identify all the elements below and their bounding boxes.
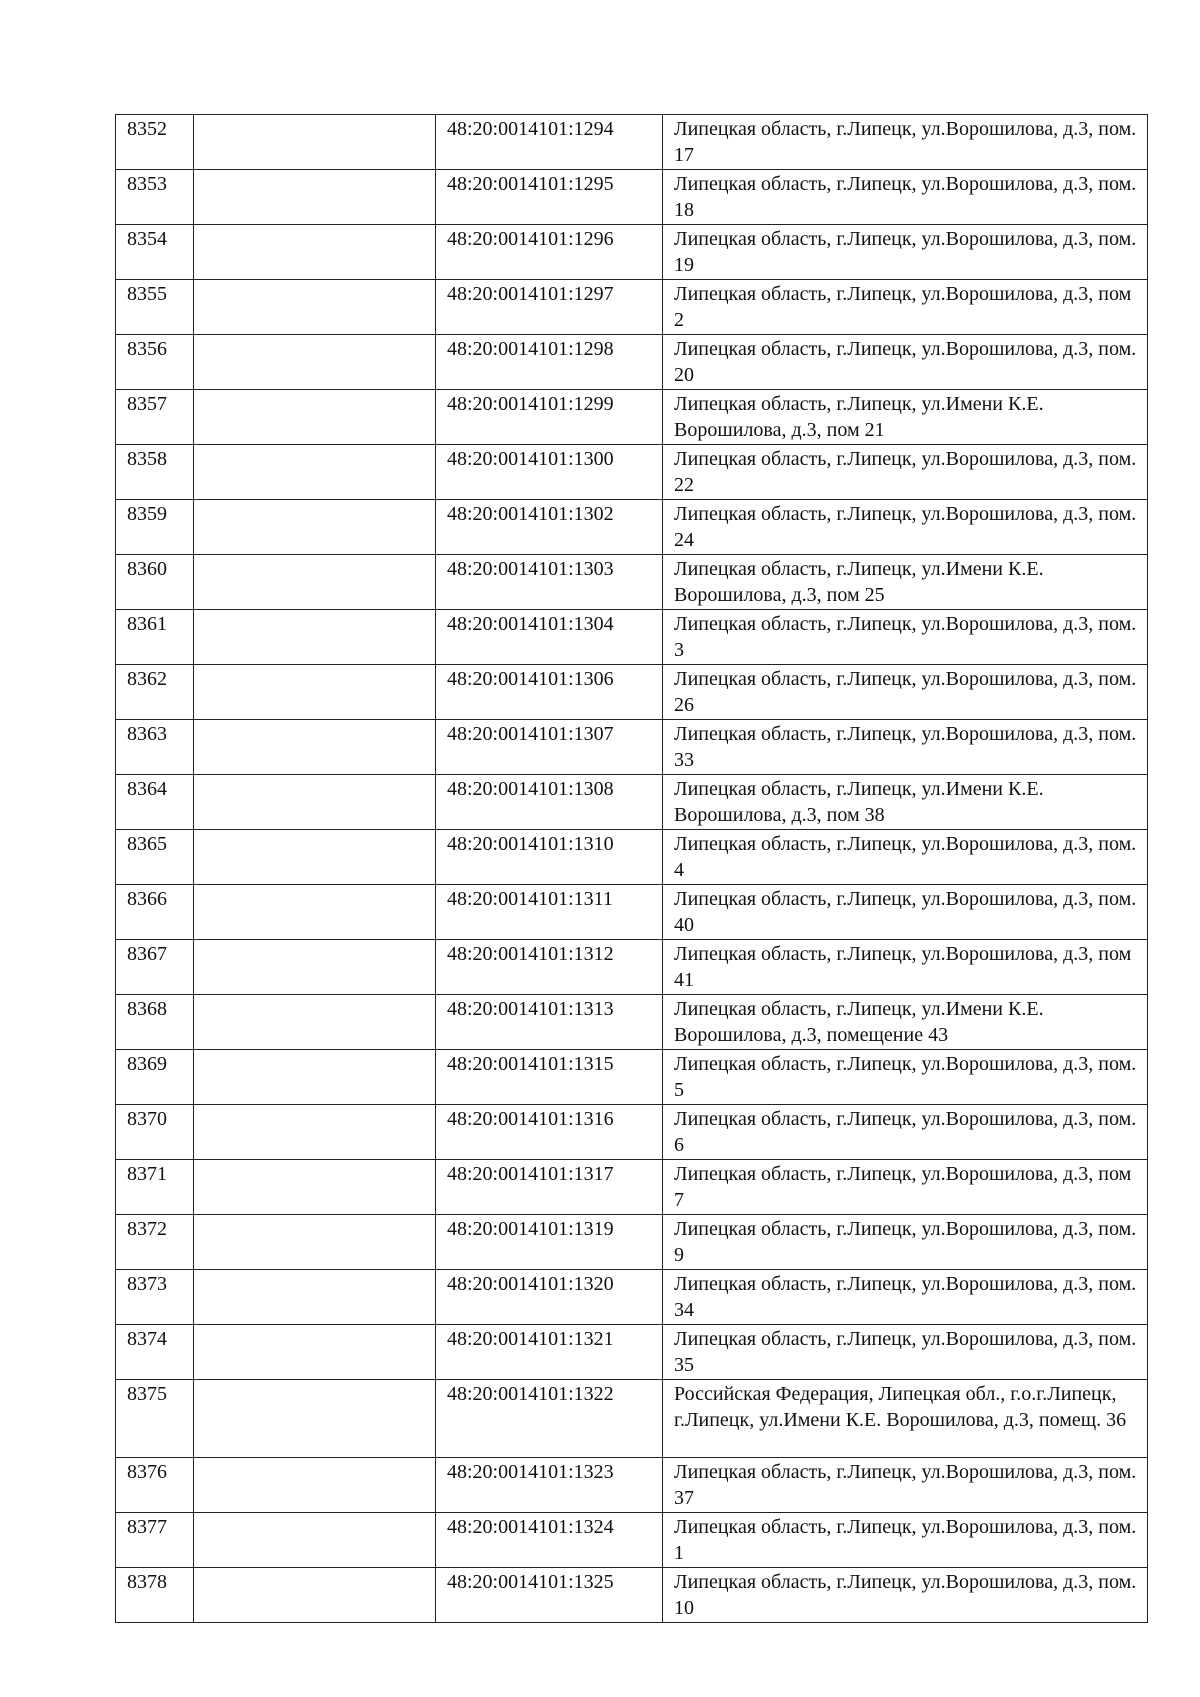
table-row xyxy=(116,1513,1148,1568)
cadastral-number-cell: 48:20:0014101:1319 xyxy=(436,1215,663,1270)
object-name-cell xyxy=(194,1105,436,1160)
table-row xyxy=(116,1050,1148,1105)
object-name-cell xyxy=(194,555,436,610)
row-number-cell: 8371 xyxy=(116,1160,194,1215)
cadastral-number-cell: 48:20:0014101:1303 xyxy=(436,555,663,610)
table-row xyxy=(116,1105,1148,1160)
row-number-cell: 8355 xyxy=(116,280,194,335)
property-table xyxy=(115,114,1148,1623)
table-row xyxy=(116,940,1148,995)
table-row xyxy=(116,1325,1148,1380)
row-number-cell: 8375 xyxy=(116,1380,194,1458)
address-cell: Липецкая область, г.Липецк, ул.Ворошилова, д.3, пом. 1 xyxy=(663,1513,1148,1568)
table-row xyxy=(116,555,1148,610)
object-name-cell xyxy=(194,885,436,940)
row-number-cell: 8352 xyxy=(116,115,194,170)
cadastral-number-cell: 48:20:0014101:1321 xyxy=(436,1325,663,1380)
table-row xyxy=(116,1160,1148,1215)
object-name-cell xyxy=(194,500,436,555)
cadastral-number-cell: 48:20:0014101:1311 xyxy=(436,885,663,940)
address-cell: Липецкая область, г.Липецк, ул.Имени К.Е. Ворошилова, д.3, пом 38 xyxy=(663,775,1148,830)
object-name-cell xyxy=(194,720,436,775)
address-cell: Липецкая область, г.Липецк, ул.Ворошилова, д.3, пом. 22 xyxy=(663,445,1148,500)
cadastral-number-cell: 48:20:0014101:1297 xyxy=(436,280,663,335)
cadastral-number-cell: 48:20:0014101:1313 xyxy=(436,995,663,1050)
cadastral-number-cell: 48:20:0014101:1302 xyxy=(436,500,663,555)
table-row xyxy=(116,500,1148,555)
object-name-cell xyxy=(194,390,436,445)
address-cell: Липецкая область, г.Липецк, ул.Ворошилова, д.3, пом. 3 xyxy=(663,610,1148,665)
table-row xyxy=(116,610,1148,665)
table-row xyxy=(116,665,1148,720)
table-row xyxy=(116,1568,1148,1623)
row-number-cell: 8377 xyxy=(116,1513,194,1568)
table-row xyxy=(116,1270,1148,1325)
object-name-cell xyxy=(194,335,436,390)
table-row xyxy=(116,280,1148,335)
table-row xyxy=(116,225,1148,280)
table-row xyxy=(116,885,1148,940)
cadastral-number-cell: 48:20:0014101:1304 xyxy=(436,610,663,665)
object-name-cell xyxy=(194,995,436,1050)
address-cell: Липецкая область, г.Липецк, ул.Ворошилова, д.3, пом. 9 xyxy=(663,1215,1148,1270)
object-name-cell xyxy=(194,225,436,280)
object-name-cell xyxy=(194,170,436,225)
row-number-cell: 8362 xyxy=(116,665,194,720)
address-cell: Липецкая область, г.Липецк, ул.Ворошилова, д.3, пом. 18 xyxy=(663,170,1148,225)
cadastral-number-cell: 48:20:0014101:1320 xyxy=(436,1270,663,1325)
table-body xyxy=(116,115,1148,1623)
row-number-cell: 8370 xyxy=(116,1105,194,1160)
object-name-cell xyxy=(194,1458,436,1513)
cadastral-number-cell: 48:20:0014101:1306 xyxy=(436,665,663,720)
cadastral-number-cell: 48:20:0014101:1298 xyxy=(436,335,663,390)
object-name-cell xyxy=(194,775,436,830)
address-cell: Липецкая область, г.Липецк, ул.Ворошилова, д.3, пом. 35 xyxy=(663,1325,1148,1380)
row-number-cell: 8359 xyxy=(116,500,194,555)
row-number-cell: 8363 xyxy=(116,720,194,775)
row-number-cell: 8368 xyxy=(116,995,194,1050)
address-cell: Липецкая область, г.Липецк, ул.Ворошилова, д.3, пом. 4 xyxy=(663,830,1148,885)
object-name-cell xyxy=(194,1380,436,1458)
table-row xyxy=(116,390,1148,445)
row-number-cell: 8366 xyxy=(116,885,194,940)
object-name-cell xyxy=(194,1568,436,1623)
object-name-cell xyxy=(194,610,436,665)
row-number-cell: 8356 xyxy=(116,335,194,390)
cadastral-number-cell: 48:20:0014101:1315 xyxy=(436,1050,663,1105)
cadastral-number-cell: 48:20:0014101:1317 xyxy=(436,1160,663,1215)
object-name-cell xyxy=(194,280,436,335)
object-name-cell xyxy=(194,665,436,720)
object-name-cell xyxy=(194,940,436,995)
cadastral-number-cell: 48:20:0014101:1322 xyxy=(436,1380,663,1458)
object-name-cell xyxy=(194,1513,436,1568)
cadastral-number-cell: 48:20:0014101:1296 xyxy=(436,225,663,280)
row-number-cell: 8374 xyxy=(116,1325,194,1380)
row-number-cell: 8365 xyxy=(116,830,194,885)
cadastral-number-cell: 48:20:0014101:1294 xyxy=(436,115,663,170)
address-cell: Липецкая область, г.Липецк, ул.Ворошилова, д.3, пом. 24 xyxy=(663,500,1148,555)
table-row xyxy=(116,115,1148,170)
table-row xyxy=(116,1380,1148,1458)
cadastral-number-cell: 48:20:0014101:1324 xyxy=(436,1513,663,1568)
cadastral-number-cell: 48:20:0014101:1307 xyxy=(436,720,663,775)
row-number-cell: 8378 xyxy=(116,1568,194,1623)
address-cell: Липецкая область, г.Липецк, ул.Ворошилова, д.3, пом. 5 xyxy=(663,1050,1148,1105)
address-cell: Липецкая область, г.Липецк, ул.Имени К.Е. Ворошилова, д.3, пом 25 xyxy=(663,555,1148,610)
row-number-cell: 8353 xyxy=(116,170,194,225)
cadastral-number-cell: 48:20:0014101:1299 xyxy=(436,390,663,445)
address-cell: Липецкая область, г.Липецк, ул.Ворошилова, д.3, пом. 19 xyxy=(663,225,1148,280)
row-number-cell: 8361 xyxy=(116,610,194,665)
object-name-cell xyxy=(194,445,436,500)
address-cell: Липецкая область, г.Липецк, ул.Ворошилова, д.3, пом 2 xyxy=(663,280,1148,335)
row-number-cell: 8364 xyxy=(116,775,194,830)
address-cell: Липецкая область, г.Липецк, ул.Ворошилова, д.3, пом 7 xyxy=(663,1160,1148,1215)
address-cell: Липецкая область, г.Липецк, ул.Ворошилова, д.3, пом. 20 xyxy=(663,335,1148,390)
address-cell: Липецкая область, г.Липецк, ул.Ворошилова, д.3, пом. 33 xyxy=(663,720,1148,775)
address-cell: Липецкая область, г.Липецк, ул.Ворошилова, д.3, пом. 37 xyxy=(663,1458,1148,1513)
row-number-cell: 8357 xyxy=(116,390,194,445)
address-cell: Липецкая область, г.Липецк, ул.Ворошилова, д.3, пом 41 xyxy=(663,940,1148,995)
cadastral-number-cell: 48:20:0014101:1323 xyxy=(436,1458,663,1513)
address-cell: Липецкая область, г.Липецк, ул.Имени К.Е. Ворошилова, д.3, помещение 43 xyxy=(663,995,1148,1050)
table-row xyxy=(116,995,1148,1050)
table-row xyxy=(116,335,1148,390)
cadastral-number-cell: 48:20:0014101:1312 xyxy=(436,940,663,995)
cadastral-number-cell: 48:20:0014101:1310 xyxy=(436,830,663,885)
address-cell: Липецкая область, г.Липецк, ул.Ворошилова, д.3, пом. 17 xyxy=(663,115,1148,170)
object-name-cell xyxy=(194,115,436,170)
cadastral-number-cell: 48:20:0014101:1316 xyxy=(436,1105,663,1160)
row-number-cell: 8376 xyxy=(116,1458,194,1513)
object-name-cell xyxy=(194,830,436,885)
row-number-cell: 8360 xyxy=(116,555,194,610)
table-row xyxy=(116,1458,1148,1513)
address-cell: Российская Федерация, Липецкая обл., г.о.г.Липецк, г.Липецк, ул.Имени К.Е. Ворошилова, д.3, помещ. 36 xyxy=(663,1380,1148,1458)
address-cell: Липецкая область, г.Липецк, ул.Ворошилова, д.3, пом. 34 xyxy=(663,1270,1148,1325)
object-name-cell xyxy=(194,1160,436,1215)
address-cell: Липецкая область, г.Липецк, ул.Ворошилова, д.3, пом. 10 xyxy=(663,1568,1148,1623)
table-row xyxy=(116,775,1148,830)
table-row xyxy=(116,830,1148,885)
row-number-cell: 8354 xyxy=(116,225,194,280)
cadastral-number-cell: 48:20:0014101:1308 xyxy=(436,775,663,830)
row-number-cell: 8358 xyxy=(116,445,194,500)
cadastral-number-cell: 48:20:0014101:1325 xyxy=(436,1568,663,1623)
row-number-cell: 8372 xyxy=(116,1215,194,1270)
cadastral-number-cell: 48:20:0014101:1295 xyxy=(436,170,663,225)
object-name-cell xyxy=(194,1325,436,1380)
table-row xyxy=(116,445,1148,500)
address-cell: Липецкая область, г.Липецк, ул.Ворошилова, д.3, пом. 40 xyxy=(663,885,1148,940)
table-row xyxy=(116,170,1148,225)
row-number-cell: 8369 xyxy=(116,1050,194,1105)
address-cell: Липецкая область, г.Липецк, ул.Ворошилова, д.3, пом. 6 xyxy=(663,1105,1148,1160)
table-row xyxy=(116,720,1148,775)
object-name-cell xyxy=(194,1215,436,1270)
address-cell: Липецкая область, г.Липецк, ул.Имени К.Е. Ворошилова, д.3, пом 21 xyxy=(663,390,1148,445)
table-row xyxy=(116,1215,1148,1270)
row-number-cell: 8373 xyxy=(116,1270,194,1325)
object-name-cell xyxy=(194,1270,436,1325)
cadastral-number-cell: 48:20:0014101:1300 xyxy=(436,445,663,500)
address-cell: Липецкая область, г.Липецк, ул.Ворошилова, д.3, пом. 26 xyxy=(663,665,1148,720)
row-number-cell: 8367 xyxy=(116,940,194,995)
object-name-cell xyxy=(194,1050,436,1105)
